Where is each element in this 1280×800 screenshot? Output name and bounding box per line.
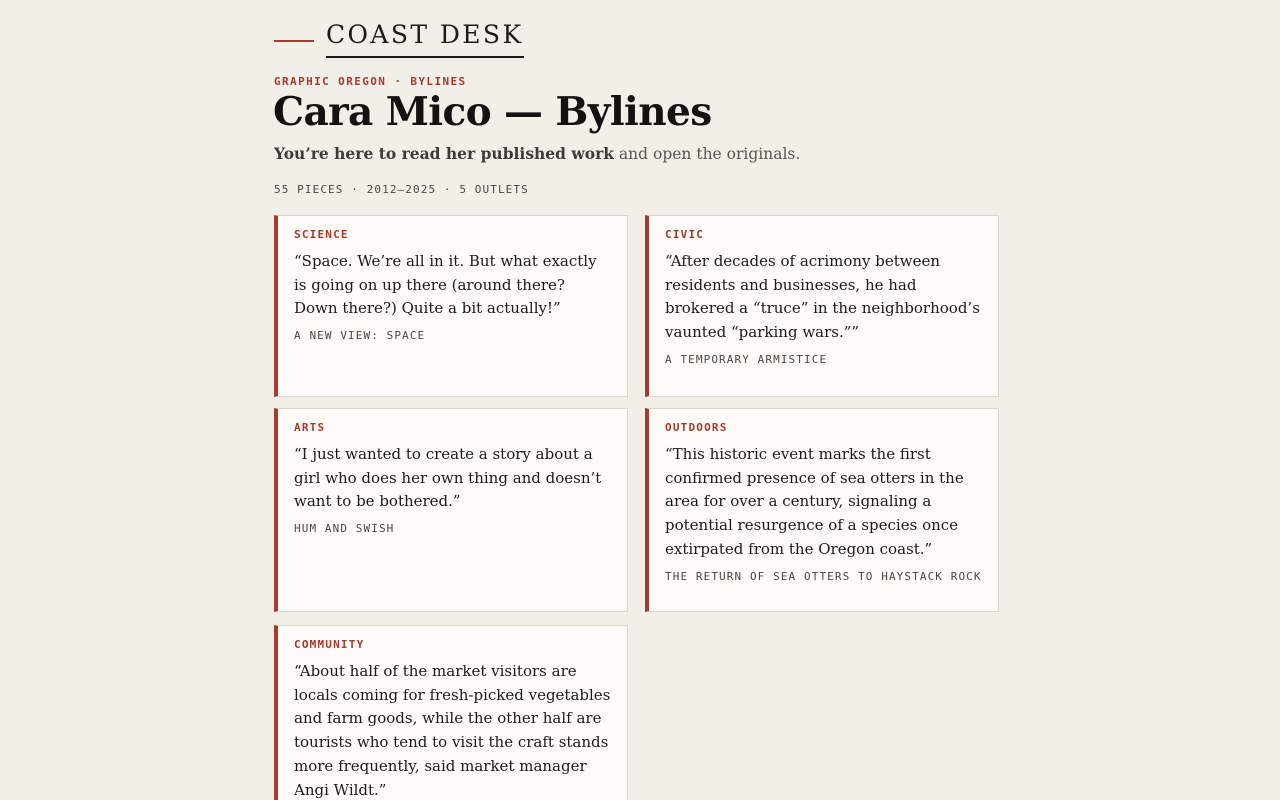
card-quote: “Space. We’re all in it. But what exactly is going on up there (around there? Down there?) Quite a bit actually!” — [294, 252, 597, 318]
card-headline-link[interactable]: THE RETURN OF SEA OTTERS TO HAYSTACK ROCK — [665, 569, 982, 583]
card-headline-link[interactable]: A NEW VIEW: SPACE — [294, 329, 426, 343]
card-category: ARTS — [294, 421, 326, 434]
card-category: CIVIC — [665, 228, 705, 241]
byline-stats: 55 PIECES · 2012–2025 · 5 OUTLETS — [274, 183, 529, 196]
site-brand-link[interactable]: COAST DESK — [326, 20, 524, 58]
page-title: Cara Mico — Bylines — [273, 89, 712, 135]
byline-card-science[interactable] — [274, 215, 628, 397]
section-kicker: GRAPHIC OREGON · BYLINES — [274, 75, 467, 88]
masthead — [274, 0, 1006, 62]
page-deck — [274, 143, 800, 165]
card-category: OUTDOORS — [665, 421, 728, 434]
byline-card-community[interactable] — [274, 625, 628, 800]
deck-emphasis: You’re here to read her published work — [274, 144, 614, 163]
card-quote: “About half of the market visitors are locals coming for fresh-picked vegetables and farm goods, while the other half are tourists who tend to visit the craft stands more frequently, said market manager Angi Wildt.” — [294, 662, 611, 799]
card-category: COMMUNITY — [294, 638, 365, 651]
card-headline-link[interactable]: HUM AND SWISH — [294, 522, 395, 536]
byline-card-civic[interactable] — [645, 215, 999, 397]
card-quote: “This historic event marks the first confirmed presence of sea otters in the area for over a century, signaling a potential resurgence of a species once extirpated from the Oregon coast.” — [665, 445, 964, 558]
page — [273, 0, 1006, 799]
card-headline-link[interactable]: A TEMPORARY ARMISTICE — [665, 352, 828, 366]
card-category: SCIENCE — [294, 228, 349, 241]
masthead-rule — [274, 40, 314, 42]
card-quote: “I just wanted to create a story about a girl who does her own thing and doesn’t want to be bothered.” — [294, 445, 602, 511]
card-quote: “After decades of acrimony between residents and businesses, he had brokered a “truce” in the neighborhood’s vaunted “parking wars.”” — [665, 252, 980, 342]
byline-card-outdoors[interactable] — [645, 408, 999, 612]
deck-rest: and open the originals. — [614, 145, 801, 163]
byline-card-arts[interactable] — [274, 408, 628, 612]
